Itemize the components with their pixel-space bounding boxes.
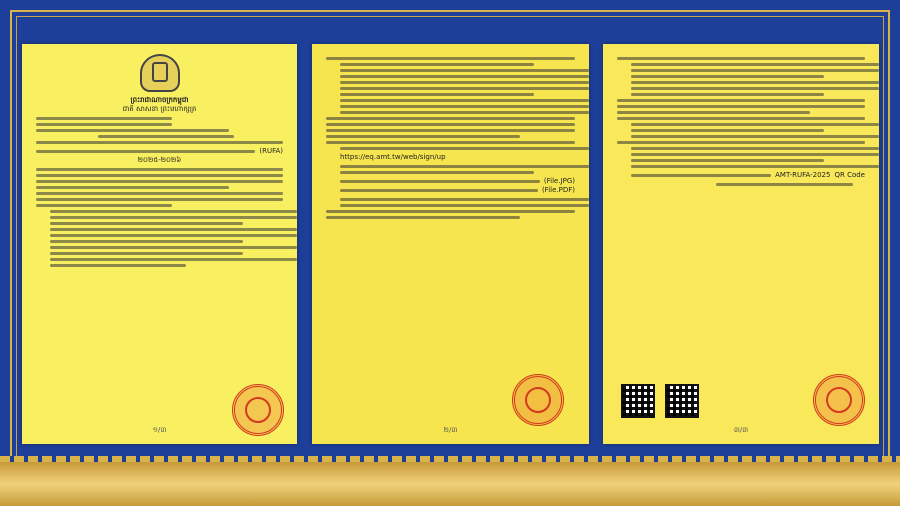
text-line: [340, 180, 540, 183]
text-line: [340, 63, 534, 66]
royal-emblem-icon: [140, 54, 180, 92]
text-line: [631, 63, 879, 66]
text-line: [326, 141, 575, 144]
text-line: [36, 198, 283, 201]
text-line: [617, 111, 810, 114]
text-line: [50, 264, 186, 267]
text-line: [50, 258, 297, 261]
text-line: [340, 99, 589, 102]
text-line: [326, 123, 575, 126]
text-line: [50, 234, 297, 237]
text-line: [36, 141, 283, 144]
text-line: [36, 117, 172, 120]
text-line: [36, 129, 229, 132]
text-line: [50, 252, 243, 255]
text-line: [716, 183, 852, 186]
file-pdf-label: (File.PDF): [541, 186, 575, 194]
national-motto: ជាតិ សាសនា ព្រះមហាក្សត្រ: [122, 105, 197, 113]
document-page-1: [22, 44, 297, 444]
ref-row: [631, 171, 865, 180]
seal-inner: [245, 397, 271, 423]
qr-code-icon[interactable]: [621, 384, 655, 418]
text-line: [340, 75, 589, 78]
text-line: [617, 105, 865, 108]
kingdom-title: ព្រះរាជាណាចក្រកម្ពុជា: [130, 96, 189, 104]
text-line: [36, 204, 172, 207]
text-line: [631, 69, 879, 72]
rufa-tag: (RUFA): [259, 147, 283, 155]
text-line: [36, 174, 283, 177]
text-line: [98, 135, 234, 138]
text-line: [50, 228, 297, 231]
text-line: [326, 135, 520, 138]
text-line: [50, 240, 243, 243]
text-line: [631, 135, 879, 138]
text-line: [50, 216, 297, 219]
text-line: [631, 75, 824, 78]
text-line: [326, 216, 520, 219]
text-line: [340, 147, 589, 150]
text-line: [340, 198, 589, 201]
text-line: [340, 111, 589, 114]
text-line: [631, 129, 824, 132]
text-line: [36, 168, 283, 171]
text-line: [50, 246, 297, 249]
text-line: [326, 117, 575, 120]
qr-code-icon[interactable]: [665, 384, 699, 418]
text-line: [631, 93, 824, 96]
text-line: [631, 174, 771, 177]
seal-inner: [826, 387, 852, 413]
text-line: [36, 192, 283, 195]
text-line: [50, 222, 243, 225]
page-number: ៣/៣: [733, 426, 749, 434]
title-row: [36, 147, 283, 156]
text-line: [631, 87, 879, 90]
text-line: [326, 210, 575, 213]
text-line: [340, 171, 534, 174]
text-line: [36, 123, 172, 126]
text-line: [340, 189, 538, 192]
text-line: [340, 204, 589, 207]
registration-url[interactable]: https://eq.amt.tw/web/sign/up: [340, 153, 446, 161]
text-line: [340, 165, 589, 168]
page-number: ១/៣: [152, 426, 167, 434]
text-line: [340, 69, 589, 72]
reference-code: AMT-RUFA-2025: [775, 171, 831, 179]
text-line: [631, 165, 879, 168]
text-line: [617, 99, 865, 102]
text-line: [340, 81, 589, 84]
text-line: [631, 81, 879, 84]
text-line: [631, 147, 879, 150]
text-line: [617, 57, 865, 60]
file-row: [340, 177, 575, 186]
qr-hint: QR Code: [834, 171, 865, 179]
text-line: [631, 159, 824, 162]
bottom-gold-band: [0, 462, 900, 506]
document-page-3: [603, 44, 879, 444]
text-line: [340, 93, 534, 96]
text-line: [326, 57, 575, 60]
academic-year: ២០២៥-២០២៦: [137, 156, 182, 164]
official-seal: [813, 374, 865, 426]
text-line: [340, 87, 589, 90]
page-number: ២/៣: [443, 426, 458, 434]
text-line: [326, 129, 575, 132]
text-line: [617, 141, 865, 144]
document-page-2: [312, 44, 589, 444]
seal-inner: [525, 387, 551, 413]
text-line: [340, 105, 589, 108]
text-line: [36, 180, 283, 183]
official-seal: [512, 374, 564, 426]
file-row: [340, 186, 575, 195]
text-line: [50, 210, 297, 213]
text-line: [617, 117, 865, 120]
text-line: [36, 186, 229, 189]
text-line: [631, 153, 879, 156]
file-jpg-label: (File.JPG): [543, 177, 575, 185]
text-line: [36, 150, 255, 153]
text-line: [631, 123, 879, 126]
